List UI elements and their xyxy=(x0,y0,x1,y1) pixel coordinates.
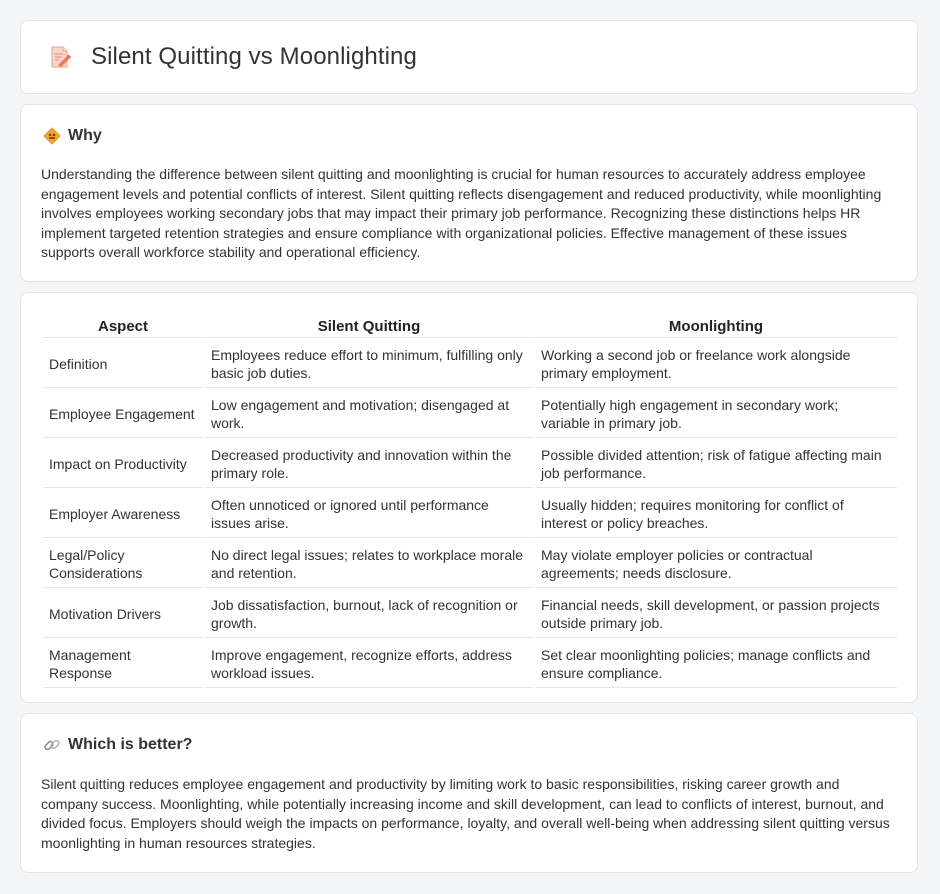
row-moonlighting: Financial needs, skill development, or passion projects outside primary job. xyxy=(535,590,897,638)
header-silent-quitting: Silent Quitting xyxy=(205,316,533,338)
header-moonlighting: Moonlighting xyxy=(535,316,897,338)
header-aspect: Aspect xyxy=(43,316,203,338)
row-moonlighting: Possible divided attention; risk of fatigue affecting main job performance. xyxy=(535,440,897,488)
table-row xyxy=(43,390,897,438)
why-title: Why xyxy=(68,127,102,144)
row-moonlighting: Working a second job or freelance work alongside primary employment. xyxy=(535,340,897,388)
better-text: Silent quitting reduces employee engagement and productivity by limiting work to basic responsibilities, risking career growth and company success. Moonlighting, while potentially increasing income and skill development, can lead to conflicts of interest, burnout, and divided focus. Employers should weigh the impacts on performance, loyalty, and overall well-being when addressing silent quitting versus moonlighting in human resources strategies. xyxy=(41,776,890,851)
row-silent-quitting: No direct legal issues; relates to workplace morale and retention. xyxy=(205,540,533,588)
row-aspect: Impact on Productivity xyxy=(43,440,203,488)
better-title: Which is better? xyxy=(68,736,193,753)
row-moonlighting: Set clear moonlighting policies; manage conflicts and ensure compliance. xyxy=(535,640,897,688)
comparison-table xyxy=(41,314,899,690)
row-aspect: Management Response xyxy=(43,640,203,688)
row-silent-quitting: Often unnoticed or ignored until performance issues arise. xyxy=(205,490,533,538)
why-text: Understanding the difference between silent quitting and moonlighting is crucial for human resources to accurately address employee engagement levels and potential conflicts of interest. Silent quitting reflects disengagement and reduced productivity, while moonlighting involves employees working secondary jobs that may impact their primary job performance. Recognizing these distinctions helps HR implement targeted retention strategies and ensure compliance with organizational policies. Effective management of these issues supports overall workforce stability and operational efficiency. xyxy=(41,166,882,261)
comparison-section xyxy=(20,292,918,703)
row-silent-quitting: Job dissatisfaction, burnout, lack of recognition or growth. xyxy=(205,590,533,638)
row-aspect: Employee Engagement xyxy=(43,390,203,438)
table-row xyxy=(43,490,897,538)
diamond-sign-icon xyxy=(43,127,61,145)
row-silent-quitting: Improve engagement, recognize efforts, address workload issues. xyxy=(205,640,533,688)
row-moonlighting: Potentially high engagement in secondary work; variable in primary job. xyxy=(535,390,897,438)
row-aspect: Definition xyxy=(43,340,203,388)
table-row xyxy=(43,440,897,488)
title-row xyxy=(47,43,417,71)
table-row xyxy=(43,540,897,588)
row-aspect: Employer Awareness xyxy=(43,490,203,538)
row-aspect: Motivation Drivers xyxy=(43,590,203,638)
header-card xyxy=(20,20,918,94)
why-heading xyxy=(43,127,102,145)
document-pencil-icon xyxy=(47,44,73,70)
row-aspect: Legal/Policy Considerations xyxy=(43,540,203,588)
row-moonlighting: Usually hidden; requires monitoring for conflict of interest or policy breaches. xyxy=(535,490,897,538)
table-header-row xyxy=(43,316,897,338)
row-silent-quitting: Employees reduce effort to minimum, fulfilling only basic job duties. xyxy=(205,340,533,388)
table-row xyxy=(43,640,897,688)
row-silent-quitting: Low engagement and motivation; disengaged at work. xyxy=(205,390,533,438)
table-row xyxy=(43,590,897,638)
link-icon xyxy=(43,736,61,754)
table-row xyxy=(43,340,897,388)
page-title: Silent Quitting vs Moonlighting xyxy=(91,43,417,70)
why-section xyxy=(20,104,918,282)
better-heading xyxy=(43,736,192,754)
row-silent-quitting: Decreased productivity and innovation within the primary role. xyxy=(205,440,533,488)
row-moonlighting: May violate employer policies or contractual agreements; needs disclosure. xyxy=(535,540,897,588)
which-is-better-section xyxy=(20,713,918,873)
